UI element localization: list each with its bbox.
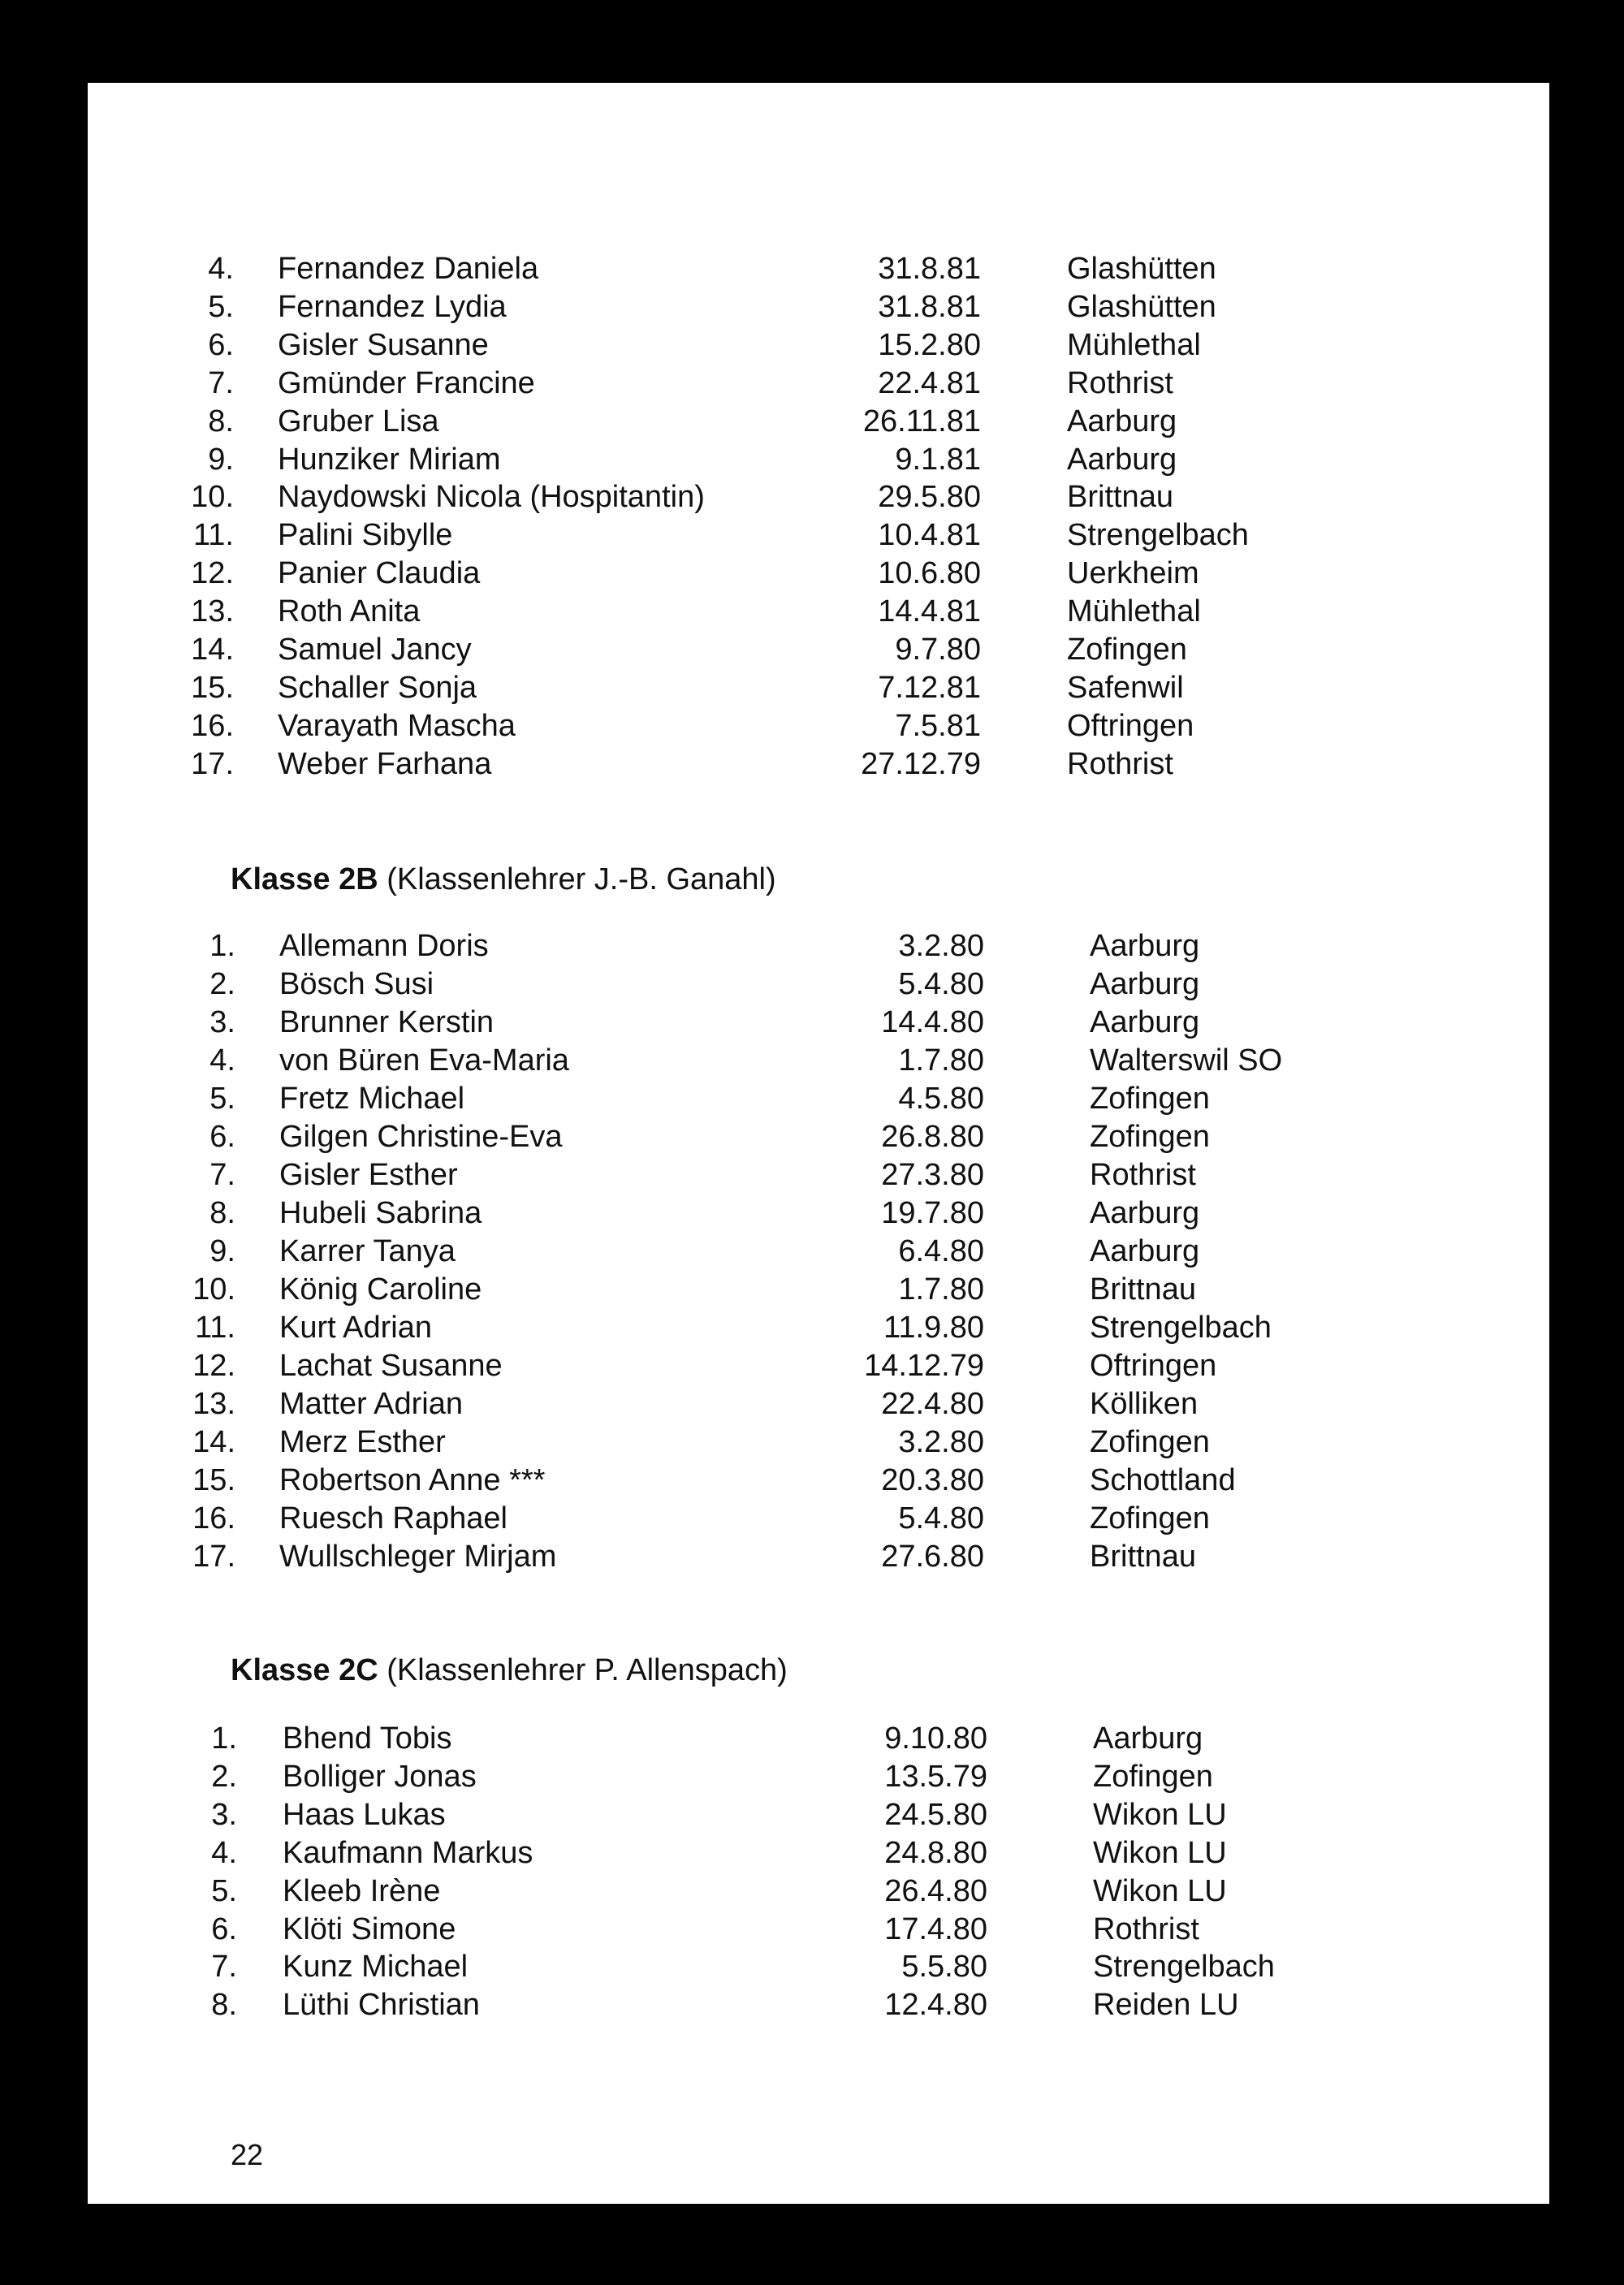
list-item-birthdate: 11.9.80 <box>883 1311 984 1345</box>
section-heading-klasse-2c <box>231 1652 788 1690</box>
list-item-number: 8. <box>209 1196 235 1230</box>
list-item-birthdate: 14.12.79 <box>864 1349 984 1383</box>
list-item-place: Walterswil SO <box>1090 1043 1283 1078</box>
list-item-place: Aarburg <box>1090 1196 1200 1230</box>
list-item <box>88 631 1549 669</box>
list-item-name: Roth Anita <box>278 594 421 629</box>
list-item <box>88 441 1549 479</box>
list-item-name: Bolliger Jonas <box>283 1759 477 1794</box>
list-item-birthdate: 26.11.81 <box>862 404 981 438</box>
list-item-name: Naydowski Nicola (Hospitantin) <box>278 480 705 515</box>
list-item-name: Karrer Tanya <box>279 1234 456 1268</box>
list-item-number: 5. <box>208 289 234 324</box>
list-item-number: 5. <box>211 1873 237 1908</box>
list-item <box>88 1500 1549 1538</box>
list-item-number: 13. <box>192 1387 235 1421</box>
list-item-place: Rothrist <box>1067 365 1173 400</box>
list-item-number: 13. <box>191 594 234 629</box>
list-item-place: Zofingen <box>1090 1082 1210 1116</box>
list-item-number: 2. <box>211 1759 237 1794</box>
list-item-place: Zofingen <box>1067 633 1187 667</box>
list-item-place: Oftringen <box>1067 708 1194 743</box>
list-item-name: Gilgen Christine-Eva <box>279 1120 563 1154</box>
list-item-birthdate: 17.4.80 <box>884 1911 987 1946</box>
list-item <box>88 669 1549 707</box>
list-item-birthdate: 31.8.81 <box>878 289 981 324</box>
list-item <box>88 1042 1549 1080</box>
list-item-place: Wikon LU <box>1093 1835 1227 1870</box>
list-item-birthdate: 6.4.80 <box>898 1234 984 1268</box>
list-item-name: Gmünder Francine <box>278 365 535 400</box>
list-item-birthdate: 20.3.80 <box>881 1463 984 1497</box>
list-item-birthdate: 14.4.80 <box>881 1005 984 1039</box>
list-item-name: Varayath Mascha <box>278 708 516 743</box>
list-item-birthdate: 24.8.80 <box>884 1835 987 1870</box>
list-item-name: Bösch Susi <box>279 967 434 1001</box>
list-item-place: Zofingen <box>1090 1425 1210 1459</box>
list-item <box>88 1948 1549 1986</box>
list-item-number: 10. <box>192 1272 235 1307</box>
list-item <box>88 1538 1549 1576</box>
list-item-name: Kunz Michael <box>283 1950 469 1985</box>
list-item <box>88 478 1549 516</box>
list-item-number: 5. <box>209 1082 235 1116</box>
list-item <box>88 1080 1549 1118</box>
list-item-place: Aarburg <box>1090 929 1200 963</box>
list-item-name: Weber Farhana <box>278 746 492 781</box>
list-item-number: 11. <box>194 1311 235 1345</box>
list-item <box>88 1872 1549 1911</box>
list-item-number: 17. <box>192 1540 235 1574</box>
list-item <box>88 1271 1549 1309</box>
list-item-number: 7. <box>208 365 234 400</box>
list-item-number: 1. <box>209 929 235 963</box>
list-item-place: Aarburg <box>1090 967 1200 1001</box>
list-item-place: Aarburg <box>1090 1234 1200 1268</box>
list-item-number: 12. <box>191 556 234 591</box>
list-item-birthdate: 9.7.80 <box>895 633 981 667</box>
list-item-name: Hubeli Sabrina <box>279 1196 482 1230</box>
list-item-number: 1. <box>211 1721 237 1756</box>
list-item-place: Zofingen <box>1090 1501 1210 1536</box>
list-item-place: Aarburg <box>1093 1721 1203 1756</box>
list-item-number: 17. <box>191 746 234 781</box>
list-item-name: von Büren Eva-Maria <box>279 1043 569 1078</box>
list-item-name: König Caroline <box>279 1272 482 1307</box>
list-item-number: 8. <box>211 1988 237 2023</box>
list-item-place: Rothrist <box>1093 1911 1199 1946</box>
list-item-birthdate: 13.5.79 <box>884 1759 987 1794</box>
heading-klasse-2c-teacher: (Klassenlehrer P. Allenspach) <box>378 1653 788 1687</box>
list-item-name: Schaller Sonja <box>278 670 477 705</box>
list-item-place: Aarburg <box>1090 1005 1200 1039</box>
list-item <box>88 1194 1549 1233</box>
list-item-number: 11. <box>192 518 234 553</box>
list-item <box>88 1156 1549 1194</box>
list-item-place: Rothrist <box>1090 1158 1196 1192</box>
document-page <box>88 83 1549 2204</box>
list-item-birthdate: 3.2.80 <box>898 929 984 963</box>
list-item-birthdate: 12.4.80 <box>884 1988 987 2023</box>
page-number: 22 <box>231 2138 264 2171</box>
list-item-place: Mühlethal <box>1067 327 1201 362</box>
list-item <box>88 593 1549 631</box>
list-item-place: Wikon LU <box>1093 1797 1227 1832</box>
list-item-birthdate: 29.5.80 <box>878 480 981 515</box>
list-item-name: Gisler Esther <box>279 1158 458 1192</box>
list-item-name: Panier Claudia <box>278 556 481 591</box>
list-item-number: 15. <box>192 1463 235 1497</box>
list-item-name: Matter Adrian <box>279 1387 463 1421</box>
list-item <box>88 1118 1549 1156</box>
list-item-place: Strengelbach <box>1090 1311 1272 1345</box>
list-item-birthdate: 24.5.80 <box>884 1797 987 1832</box>
list-item <box>88 1834 1549 1872</box>
list-item-birthdate: 7.12.81 <box>878 670 981 705</box>
list-item-number: 6. <box>209 1120 235 1154</box>
heading-klasse-2b-teacher: (Klassenlehrer J.-B. Ganahl) <box>378 862 776 896</box>
list-item <box>88 1233 1549 1271</box>
list-item-number: 14. <box>191 633 234 667</box>
list-item <box>88 1385 1549 1423</box>
list-item-birthdate: 22.4.80 <box>881 1387 984 1421</box>
list-item-number: 3. <box>211 1797 237 1832</box>
list-item-name: Wullschleger Mirjam <box>279 1540 557 1574</box>
list-item-name: Kurt Adrian <box>279 1311 432 1345</box>
list-item-number: 4. <box>209 1043 235 1078</box>
list-item-place: Brittnau <box>1067 480 1173 515</box>
list-item-birthdate: 1.7.80 <box>898 1043 984 1078</box>
list-item-birthdate: 5.4.80 <box>898 1501 984 1536</box>
list-item-number: 4. <box>211 1835 237 1870</box>
list-item <box>88 965 1549 1004</box>
list-item-number: 2. <box>209 967 235 1001</box>
list-item-name: Ruesch Raphael <box>279 1501 508 1536</box>
list-item-number: 6. <box>211 1911 237 1946</box>
list-item-number: 9. <box>209 1234 235 1268</box>
list-item-name: Lachat Susanne <box>279 1349 503 1383</box>
list-item-place: Brittnau <box>1090 1272 1196 1307</box>
list-item-place: Wikon LU <box>1093 1873 1227 1908</box>
list-item-number: 7. <box>211 1950 237 1985</box>
list-item-name: Lüthi Christian <box>283 1988 480 2023</box>
list-item <box>88 1796 1549 1834</box>
list-item-birthdate: 5.4.80 <box>898 967 984 1001</box>
list-item-birthdate: 7.5.81 <box>895 708 981 743</box>
list-item-birthdate: 5.5.80 <box>901 1950 987 1985</box>
list-item-birthdate: 27.3.80 <box>881 1158 984 1192</box>
list-item-place: Aarburg <box>1067 442 1177 477</box>
list-item <box>88 1347 1549 1385</box>
list-item <box>88 1758 1549 1796</box>
list-item-place: Reiden LU <box>1093 1988 1239 2023</box>
list-item-birthdate: 9.10.80 <box>884 1721 987 1756</box>
list-item-birthdate: 9.1.81 <box>895 442 981 477</box>
list-item-name: Hunziker Miriam <box>278 442 501 477</box>
list-item-number: 12. <box>192 1349 235 1383</box>
list-item-name: Fernandez Lydia <box>278 289 507 324</box>
list-item <box>88 365 1549 403</box>
list-item-place: Zofingen <box>1093 1759 1213 1794</box>
list-item <box>88 288 1549 326</box>
list-item-birthdate: 27.6.80 <box>881 1540 984 1574</box>
list-item-place: Glashütten <box>1067 289 1216 324</box>
list-item-name: Haas Lukas <box>283 1797 446 1832</box>
list-item-number: 7. <box>209 1158 235 1192</box>
list-item-place: Strengelbach <box>1067 518 1249 553</box>
list-item <box>88 1423 1549 1462</box>
list-item <box>88 1309 1549 1347</box>
list-item-place: Safenwil <box>1067 670 1184 705</box>
list-item-number: 6. <box>208 327 234 362</box>
list-item-name: Kleeb Irène <box>283 1873 441 1908</box>
list-item-number: 16. <box>191 708 234 743</box>
list-item-place: Kölliken <box>1090 1387 1199 1421</box>
list-item <box>88 1986 1549 2024</box>
list-item-birthdate: 4.5.80 <box>898 1082 984 1116</box>
list-item-name: Robertson Anne *** <box>279 1463 546 1497</box>
list-item-name: Fretz Michael <box>279 1082 465 1116</box>
list-item <box>88 1720 1549 1758</box>
list-item-name: Klöti Simone <box>283 1911 456 1946</box>
list-item-name: Bhend Tobis <box>283 1721 452 1756</box>
list-item-place: Uerkheim <box>1067 556 1199 591</box>
list-item-number: 15. <box>191 670 234 705</box>
heading-klasse-2c-title: Klasse 2C <box>231 1653 378 1687</box>
list-item-name: Samuel Jancy <box>278 633 472 667</box>
list-item <box>88 555 1549 593</box>
list-item-name: Allemann Doris <box>279 929 489 963</box>
list-item-place: Aarburg <box>1067 404 1177 438</box>
list-item <box>88 707 1549 745</box>
list-item-birthdate: 22.4.81 <box>878 365 981 400</box>
list-item-place: Oftringen <box>1090 1349 1217 1383</box>
list-item-place: Strengelbach <box>1093 1950 1275 1985</box>
list-item-birthdate: 19.7.80 <box>881 1196 984 1230</box>
list-item-number: 8. <box>208 404 234 438</box>
list-item-birthdate: 31.8.81 <box>878 252 981 286</box>
list-item-name: Brunner Kerstin <box>279 1005 495 1039</box>
list-item <box>88 1462 1549 1500</box>
list-item-birthdate: 15.2.80 <box>878 327 981 362</box>
list-item-number: 10. <box>191 480 234 515</box>
list-item-place: Glashütten <box>1067 252 1216 286</box>
list-item-place: Mühlethal <box>1067 594 1201 629</box>
list-item-place: Schottland <box>1090 1463 1236 1497</box>
list-item-birthdate: 26.4.80 <box>884 1873 987 1908</box>
list-item-number: 16. <box>192 1501 235 1536</box>
list-item <box>88 516 1549 555</box>
list-item <box>88 1911 1549 1949</box>
list-item-name: Kaufmann Markus <box>283 1835 533 1870</box>
list-item-name: Gruber Lisa <box>278 404 439 438</box>
list-item-birthdate: 10.4.81 <box>878 518 981 553</box>
list-item-place: Zofingen <box>1090 1120 1210 1154</box>
list-item <box>88 927 1549 965</box>
list-item-name: Palini Sibylle <box>278 518 453 553</box>
list-item-birthdate: 3.2.80 <box>898 1425 984 1459</box>
list-item-birthdate: 26.8.80 <box>881 1120 984 1154</box>
list-item-number: 4. <box>208 252 234 286</box>
list-item <box>88 326 1549 365</box>
heading-klasse-2b-title: Klasse 2B <box>231 862 378 896</box>
list-item <box>88 1004 1549 1042</box>
list-item <box>88 250 1549 288</box>
list-item-birthdate: 27.12.79 <box>861 746 981 781</box>
list-item-name: Gisler Susanne <box>278 327 489 362</box>
list-item-number: 14. <box>192 1425 235 1459</box>
list-item-place: Rothrist <box>1067 746 1173 781</box>
list-item-name: Fernandez Daniela <box>278 252 539 286</box>
list-item-birthdate: 14.4.81 <box>878 594 981 629</box>
list-item-name: Merz Esther <box>279 1425 446 1459</box>
list-item-place: Brittnau <box>1090 1540 1196 1574</box>
list-item <box>88 403 1549 441</box>
list-item-birthdate: 1.7.80 <box>898 1272 984 1307</box>
list-item-number: 9. <box>208 442 234 477</box>
section-heading-klasse-2b <box>231 861 776 899</box>
list-item-number: 3. <box>209 1005 235 1039</box>
list-item-birthdate: 10.6.80 <box>878 556 981 591</box>
list-item <box>88 745 1549 784</box>
